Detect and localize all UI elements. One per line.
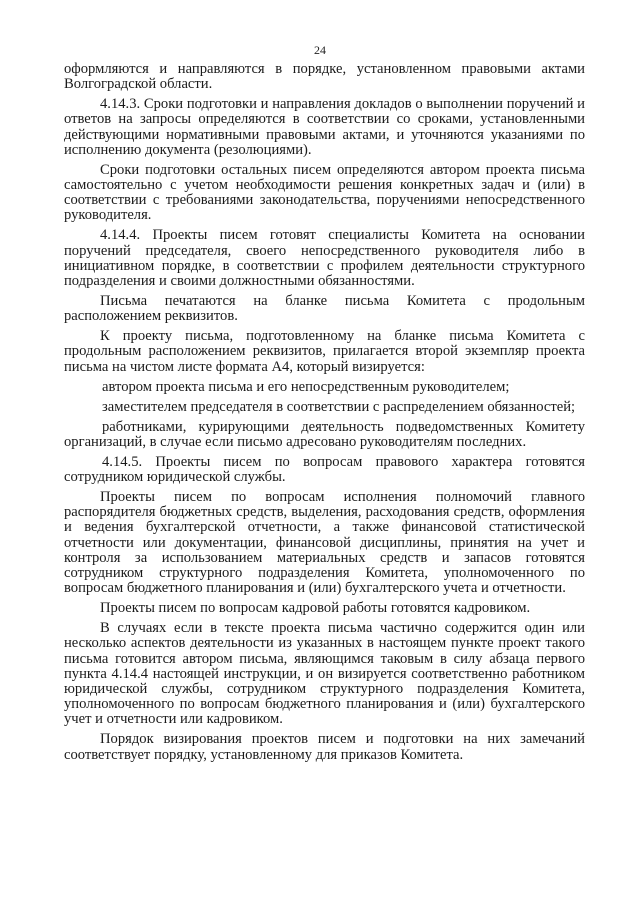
paragraph-visa-deputy: заместителем председателя в соответствии с распределением обязанностей; [102, 398, 576, 415]
paragraph-letter-blank: Письма печатаются на бланке письма Комитета с продольным расположением реквизитов. [64, 293, 585, 325]
paragraph-mixed-aspects: В случаях если в тексте проекта письма частично содержится один или несколько аспектов деятельности из указанных в настоящем пункте проект такого письма готовится автором письма, являющимся таковым в силу абзаца первого пункта 4.14.4 настоящей инструкции, и он визируется соответственно работником юридической службы, сотрудником структурного подразделения Комитета, уполномоченного по вопросам бюджетного планирования и (или) бухгалтерского учет и отчетности или кадровиком. [64, 620, 585, 728]
body-text [64, 62, 585, 768]
paragraph-continuation: оформляются и направляются в порядке, установленном правовыми актами Волгоградской области. [64, 61, 585, 93]
paragraph-second-copy: К проекту письма, подготовленному на бланке письма Комитета с продольным расположением реквизитов, прилагается второй экземпляр проекта письма на чистом листе формата А4, который визируется: [64, 328, 585, 375]
page-number: 24 [314, 43, 326, 57]
paragraph-4-14-3: 4.14.3. Сроки подготовки и направления докладов о выполнении поручений и ответов на запросы определяются в соответствии со сроками, установленными действующими нормативными правовыми актами, и уточняются указаниями по исполнению документа (резолюциями). [64, 96, 585, 158]
paragraph-4-14-5: 4.14.5. Проекты писем по вопросам правового характера готовятся сотрудником юридической службы. [64, 453, 585, 486]
paragraph-budget-letters: Проекты писем по вопросам исполнения полномочий главного распорядителя бюджетных средств, выделения, расходования средств, оформления и ведения бухгалтерской отчетности, а также финансовой статистической отчетности или документации, финансовой дисциплины, принятия на учет и контроля за использованием материальных средств и запасов готовятся сотрудником структурного подразделения Комитета, уполномоченного по вопросам бюджетного планирования и (или) бухгалтерского учета и отчетности. [64, 489, 585, 597]
paragraph-visa-order: Порядок визирования проектов писем и подготовки на них замечаний соответствует порядку, установленному для приказов Комитета. [64, 731, 585, 763]
paragraph-hr-letters: Проекты писем по вопросам кадровой работы готовятся кадровиком. [100, 600, 531, 617]
paragraph-visa-workers: работниками, курирующими деятельность подведомственных Комитету организаций, в случае если письмо адресовано руководителям последних. [64, 418, 585, 450]
paragraph-4-14-4: 4.14.4. Проекты писем готовят специалисты Комитета на основании поручений председателя, своего непосредственного руководителя либо в инициативном порядке, в соответствии с профилем деятельности структурного подразделения и своими должностными обязанностями. [64, 227, 585, 290]
paragraph-deadlines-other-letters: Сроки подготовки остальных писем определяются автором проекта письма самостоятельно с учетом необходимости решения конкретных задач и (или) в соответствии с требованиями законодательства, поручениями непосредственного руководителя. [64, 161, 585, 224]
paragraph-visa-author: автором проекта письма и его непосредственным руководителем; [102, 378, 510, 395]
